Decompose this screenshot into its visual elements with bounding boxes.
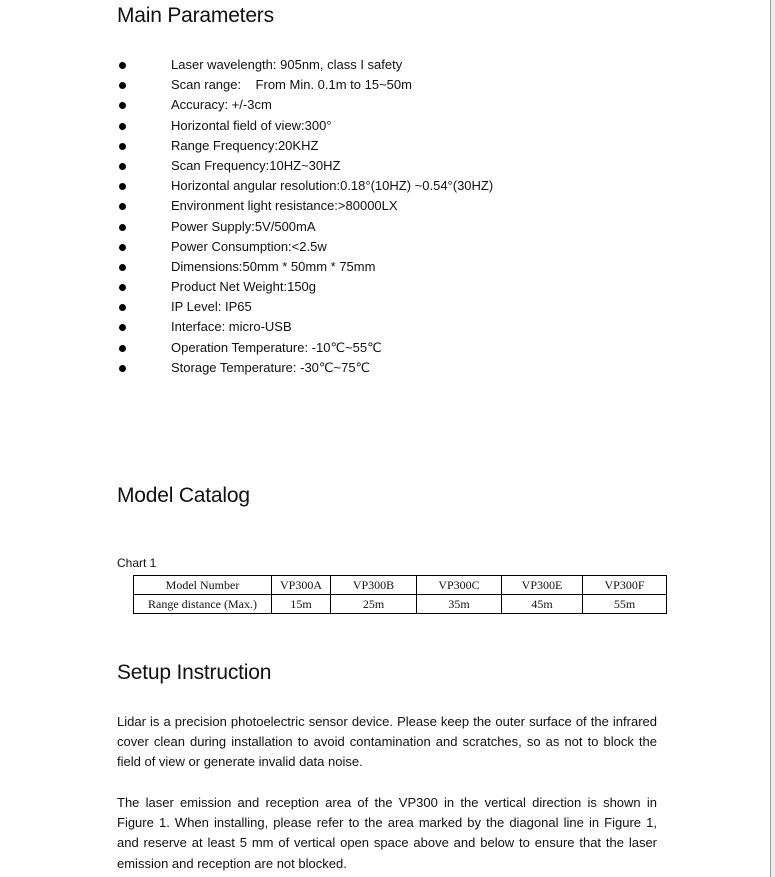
list-item	[117, 156, 717, 176]
list-item	[117, 317, 717, 337]
parameter-text: Laser wavelength: 905nm, class I safety	[171, 57, 403, 72]
bullet-icon	[119, 244, 126, 251]
page-edge-shadow	[771, 0, 775, 877]
table-cell: 15m	[272, 595, 331, 614]
table-caption: Chart 1	[117, 556, 157, 570]
bullet-icon	[119, 203, 126, 210]
bullet-icon	[119, 123, 126, 130]
bullet-icon	[119, 183, 126, 190]
bullet-icon	[119, 163, 126, 170]
parameter-text: Power Consumption:<2.5w	[171, 238, 327, 254]
bullet-icon	[119, 324, 126, 331]
bullet-icon	[119, 284, 126, 291]
parameter-text: Scan Frequency:10HZ~30HZ	[171, 157, 341, 173]
list-item	[117, 136, 717, 156]
bullet-icon	[119, 82, 126, 89]
parameter-text: Accuracy: +/-3cm	[171, 97, 272, 113]
list-item	[117, 176, 717, 196]
setup-paragraph-1: Lidar is a precision photoelectric sensor device. Please keep the outer surface of the infrared cover clean during installation to avoid contamination and scratches, so as not to block the field of view or generate invalid data noise.	[117, 714, 657, 770]
bullet-icon	[119, 304, 126, 311]
list-item	[117, 277, 717, 297]
parameter-text: Scan range: From Min. 0.1m to 15~50m	[171, 77, 412, 93]
bullet-icon	[119, 224, 126, 231]
table-cell: 55m	[583, 595, 667, 614]
table-cell: VP300E	[502, 576, 583, 595]
parameter-text: Product Net Weight:150g	[171, 279, 317, 295]
list-item	[117, 95, 717, 115]
list-item	[117, 116, 717, 136]
setup-instruction-heading: Setup Instruction	[117, 661, 272, 684]
list-item	[117, 338, 717, 358]
bullet-icon	[119, 345, 126, 352]
table-cell: VP300F	[583, 576, 667, 595]
table-cell: VP300B	[331, 576, 417, 595]
list-item	[117, 358, 717, 378]
list-item	[117, 75, 717, 95]
parameter-text: Environment light resistance:>80000LX	[171, 198, 398, 214]
table-header-row	[134, 576, 667, 595]
table-cell: Model Number	[134, 576, 272, 595]
table-cell: 45m	[502, 595, 583, 614]
bullet-icon	[119, 62, 126, 69]
parameter-text: Dimensions:50mm * 50mm * 75mm	[171, 258, 376, 274]
list-item	[117, 297, 717, 317]
parameter-text: Storage Temperature: -30℃~75℃	[171, 359, 371, 375]
parameter-text: Horizontal angular resolution:0.18°(10HZ) ~0.54°(30HZ)	[171, 178, 494, 194]
table-cell: Range distance (Max.)	[134, 595, 272, 614]
bullet-icon	[119, 102, 126, 109]
list-item	[117, 196, 717, 216]
model-catalog-table	[133, 575, 667, 614]
parameter-text: Operation Temperature: -10℃~55℃	[171, 339, 382, 355]
bullet-icon	[119, 143, 126, 150]
list-item	[117, 257, 717, 277]
parameters-list	[117, 55, 717, 378]
list-item	[117, 237, 717, 257]
table-row	[134, 595, 667, 614]
table-cell: VP300A	[272, 576, 331, 595]
bullet-icon	[119, 365, 126, 372]
list-item	[117, 217, 717, 237]
list-item	[117, 55, 717, 75]
parameter-text: Horizontal field of view:300°	[171, 117, 332, 133]
parameter-text: Interface: micro-USB	[171, 319, 292, 335]
main-parameters-heading: Main Parameters	[117, 4, 274, 27]
table-cell: VP300C	[417, 576, 502, 595]
parameter-text: Range Frequency:20KHZ	[171, 137, 319, 153]
parameter-text: Power Supply:5V/500mA	[171, 218, 316, 234]
bullet-icon	[119, 264, 126, 271]
model-catalog-heading: Model Catalog	[117, 484, 250, 507]
table-cell: 25m	[331, 595, 417, 614]
setup-paragraph-2: The laser emission and reception area of the VP300 in the vertical direction is shown in Figure 1. When installing, please refer to the area marked by the diagonal line in Figure 1, and reserve at least 5 mm of vertical open space above and below to ensure that the laser emission and reception are not blocked.	[117, 795, 657, 871]
table-cell: 35m	[417, 595, 502, 614]
parameter-text: IP Level: IP65	[171, 299, 252, 315]
